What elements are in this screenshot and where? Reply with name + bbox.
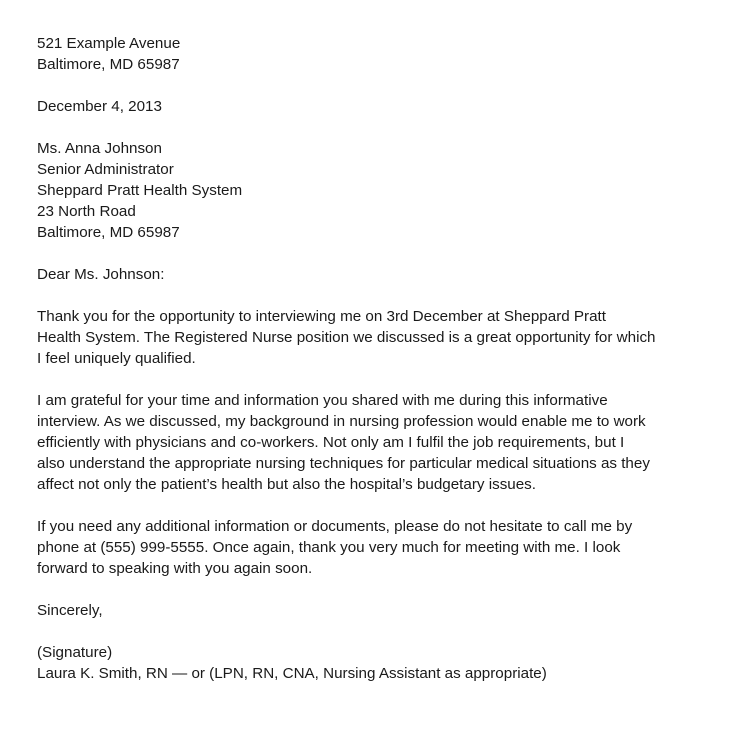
sender-city-line: Baltimore, MD 65987 [37,56,180,73]
recipient-title: Senior Administrator [37,161,174,178]
closing-block [37,600,727,621]
body-paragraph-2 [37,390,727,495]
paragraph-line: I am grateful for your time and information you shared with me during this informative [37,392,608,409]
paragraph-line: also understand the appropriate nursing techniques for particular medical situations as they [37,455,650,472]
signer-name-line: Laura K. Smith, RN — or (LPN, RN, CNA, Nursing Assistant as appropriate) [37,665,547,682]
body-paragraph-3 [37,516,727,579]
sender-address [37,33,727,75]
salutation-block [37,264,727,285]
recipient-address [37,138,727,243]
paragraph-line: affect not only the patient’s health but also the hospital’s budgetary issues. [37,476,536,493]
paragraph-line: interview. As we discussed, my background in nursing profession would enable me to work [37,413,646,430]
paragraph-line: I feel uniquely qualified. [37,350,196,367]
recipient-street: 23 North Road [37,203,136,220]
paragraph-line: Health System. The Registered Nurse position we discussed is a great opportunity for which [37,329,656,346]
signature-placeholder: (Signature) [37,644,113,661]
signature-block [37,642,727,684]
paragraph-line: phone at (555) 999-5555. Once again, thank you very much for meeting with me. I look [37,539,621,556]
sender-street: 521 Example Avenue [37,35,181,52]
letter-date-block [37,96,727,117]
recipient-city-line: Baltimore, MD 65987 [37,224,180,241]
paragraph-line: If you need any additional information or documents, please do not hesitate to call me by [37,518,633,535]
salutation: Dear Ms. Johnson: [37,266,165,283]
body-paragraph-1 [37,306,727,369]
paragraph-line: Thank you for the opportunity to interviewing me on 3rd December at Sheppard Pratt [37,308,606,325]
recipient-name: Ms. Anna Johnson [37,140,162,157]
letter [37,33,727,705]
paragraph-line: forward to speaking with you again soon. [37,560,313,577]
recipient-organization: Sheppard Pratt Health System [37,182,243,199]
letter-date: December 4, 2013 [37,98,162,115]
paragraph-line: efficiently with physicians and co-workers. Not only am I fulfil the job requirements, but I [37,434,625,451]
closing: Sincerely, [37,602,103,619]
